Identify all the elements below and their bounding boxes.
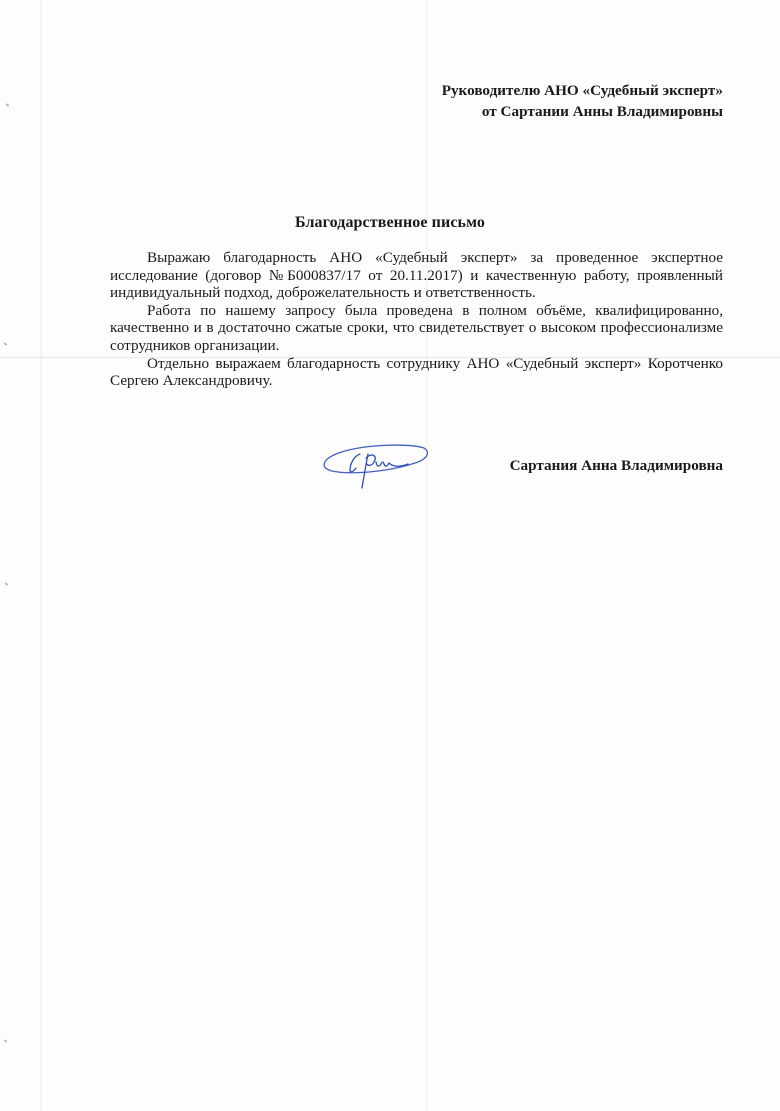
signature-icon bbox=[320, 440, 450, 495]
paragraph-gratitude: Выражаю благодарность АНО «Судебный эксперт» за проведенное экспертное исследование (договор №Б000837/17 от 20.11.2017) и качественную работу, проявленный индивидуальный подход, доброжелательность и ответственность. bbox=[110, 249, 723, 302]
scan-speck bbox=[5, 582, 9, 585]
letter-body bbox=[110, 249, 723, 390]
scan-speck bbox=[4, 1039, 8, 1042]
paragraph-employee-thanks: Отдельно выражаем благодарность сотруднику АНО «Судебный эксперт» Коротченко Сергею Александровичу. bbox=[110, 354, 723, 390]
scan-speck bbox=[6, 103, 10, 106]
scan-speck bbox=[4, 342, 8, 345]
addressee-sender: от Сартании Анны Владимировны bbox=[481, 103, 723, 120]
paragraph-work-quality: Работа по нашему запросу была проведена в полном объёме, квалифицированно, качественно и в достаточно сжатые сроки, что свидетельствует о высоком профессионализме сотрудников организации. bbox=[110, 301, 723, 354]
signature-block bbox=[320, 440, 723, 500]
addressee-recipient: Руководителю АНО «Судебный эксперт» bbox=[441, 82, 723, 99]
addressee-block bbox=[442, 80, 723, 122]
signer-name: Сартания Анна Владимировна bbox=[509, 457, 723, 474]
letter-title: Благодарственное письмо bbox=[295, 214, 485, 231]
